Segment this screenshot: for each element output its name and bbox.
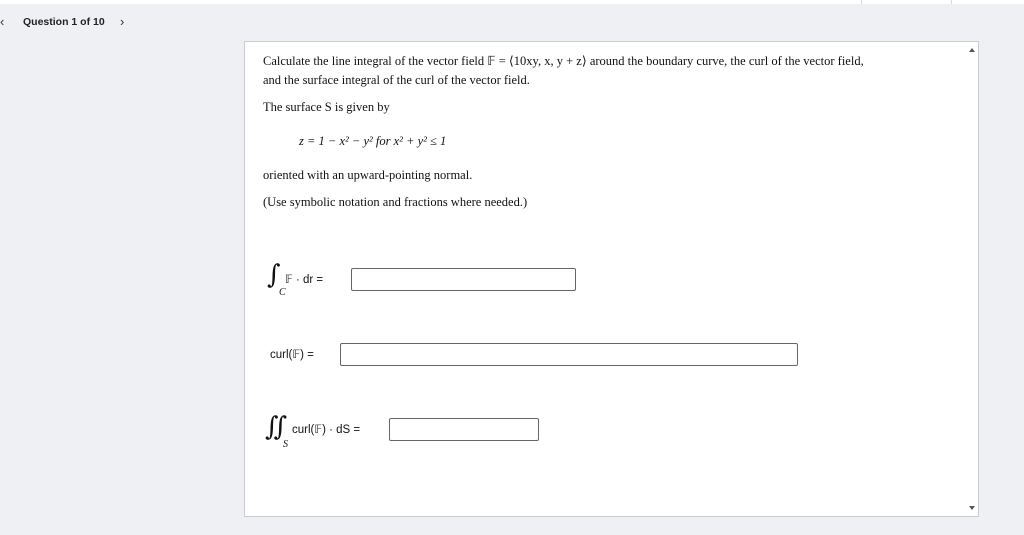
line-integral-subscript: C xyxy=(279,287,286,298)
scroll-down-icon[interactable] xyxy=(969,506,975,510)
surface-integral-input[interactable] xyxy=(389,418,539,441)
surface-integral-label: curl(𝔽) · dS = xyxy=(292,424,361,436)
question-text-line-1: Calculate the line integral of the vector field 𝔽 = ⟨10xy, x, y + z⟩ around the boundary curve, the curl of the vector field, xyxy=(263,54,864,68)
curl-label: curl(𝔽) = xyxy=(270,349,314,361)
scroll-up-icon[interactable] xyxy=(969,48,975,52)
line-integral-input[interactable] xyxy=(351,268,576,291)
next-question-icon[interactable]: › xyxy=(120,14,125,29)
instruction-text: (Use symbolic notation and fractions where needed.) xyxy=(263,195,528,209)
curl-input[interactable] xyxy=(340,343,798,366)
previous-question-icon[interactable]: ‹ xyxy=(0,14,5,29)
top-bar xyxy=(0,0,1024,4)
surface-integral-symbol: ∬ xyxy=(265,412,288,442)
surface-intro: The surface S is given by xyxy=(263,100,390,114)
line-integral-symbol: ∫ xyxy=(267,260,281,290)
orientation-text: oriented with an upward-pointing normal. xyxy=(263,168,473,182)
line-integral-label: 𝔽 · dr = xyxy=(285,274,324,286)
scrollbar[interactable] xyxy=(966,42,978,516)
question-counter: Question 1 of 10 xyxy=(23,16,105,28)
top-bar-divider xyxy=(861,0,862,4)
question-panel xyxy=(244,41,979,517)
top-bar-divider xyxy=(951,0,952,4)
question-text-line-2: and the surface integral of the curl of the vector field. xyxy=(263,73,530,87)
surface-equation: z = 1 − x² − y² for x² + y² ≤ 1 xyxy=(299,134,447,148)
surface-integral-subscript: S xyxy=(283,439,288,450)
